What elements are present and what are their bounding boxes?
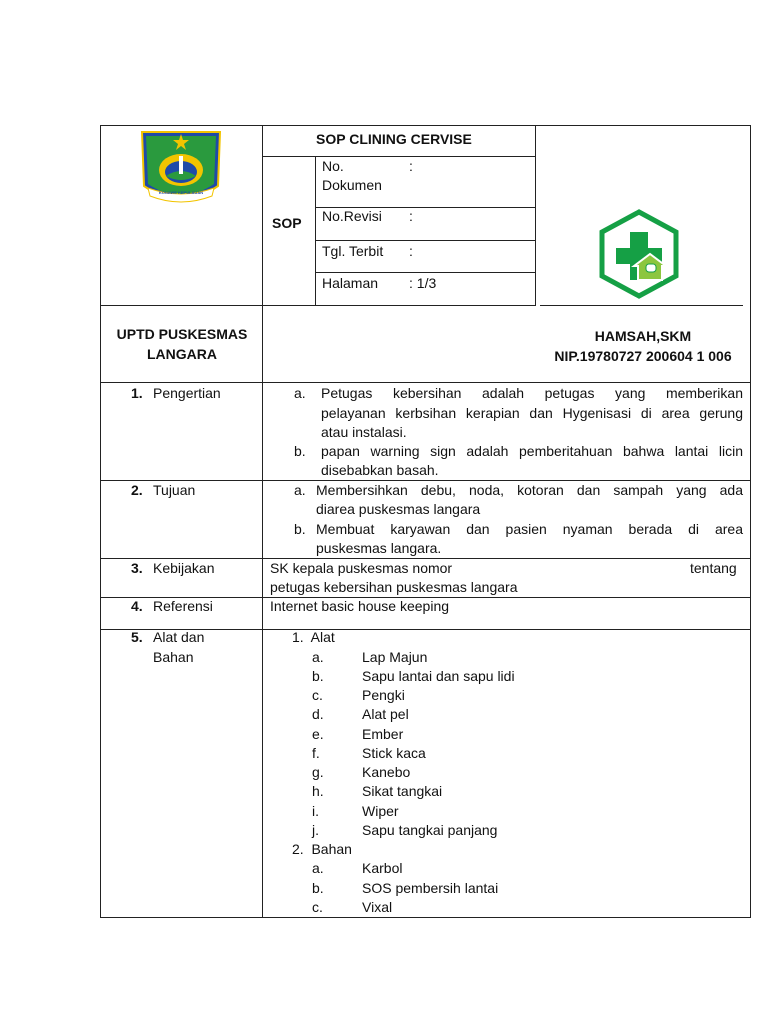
alat-item-text: Stick kaca — [362, 745, 426, 761]
alat-item-letter: h. — [312, 783, 324, 799]
alat-item-letter: c. — [312, 687, 323, 703]
pengertian-a-letter: a. — [294, 385, 306, 401]
tujuan-a-letter: a. — [294, 482, 306, 498]
logo-banner-text: KONAWE KEPULAUAN — [158, 190, 204, 195]
section-label-alat-bahan-2: Bahan — [153, 649, 194, 665]
alat-item-letter: d. — [312, 706, 324, 722]
signer-nip: NIP.19780727 200604 1 006 — [554, 348, 732, 364]
bahan-item-text: Vixal — [362, 899, 393, 915]
pengertian-b-line-1: papan warning sign adalah pemberitahuan bahwa lantai licin — [321, 443, 743, 459]
section-number-5: 5. — [131, 629, 143, 645]
alat-item-text: Wiper — [362, 803, 399, 819]
section-label-pengertian: Pengertian — [153, 385, 221, 401]
bahan-item-letter: b. — [312, 880, 324, 896]
section-label-tujuan: Tujuan — [153, 482, 196, 498]
document-title: SOP CLINING CERVISE — [316, 131, 472, 147]
tujuan-a-line-2: diarea puskesmas langara — [316, 501, 481, 517]
bahan-item-letter: a. — [312, 860, 324, 876]
tujuan-b-line-1: Membuat karyawan dan pasien nyaman berada di area — [316, 521, 743, 537]
tujuan-b-line-2: puskesmas langara. — [316, 540, 442, 556]
bahan-item-text: SOS pembersih lantai — [362, 880, 499, 896]
puskesmas-logo — [596, 208, 682, 300]
terbit-colon: : — [409, 243, 413, 259]
kebijakan-line-1-left: SK kepala puskesmas nomor — [270, 560, 453, 576]
alat-item-letter: j. — [312, 822, 319, 838]
alat-item-text: Kanebo — [362, 764, 411, 780]
bahan-heading: 2. Bahan — [292, 841, 352, 857]
doc-no-colon: : — [409, 158, 413, 174]
bahan-item-text: Karbol — [362, 860, 403, 876]
alat-heading: 1. Alat — [292, 629, 335, 645]
halaman-label: Halaman — [322, 275, 379, 291]
alat-item-text: Sapu lantai dan sapu lidi — [362, 668, 515, 684]
halaman-value: : 1/3 — [409, 275, 437, 291]
organization-name-line2: LANGARA — [147, 346, 217, 362]
section-number-3: 3. — [131, 560, 143, 576]
alat-item-text: Ember — [362, 726, 404, 742]
alat-item-text: Lap Majun — [362, 649, 428, 665]
kebijakan-line-2: petugas kebersihan puskesmas langara — [270, 579, 518, 595]
doc-no-label-2: Dokumen — [322, 177, 382, 193]
alat-item-letter: b. — [312, 668, 324, 684]
pengertian-b-letter: b. — [294, 443, 306, 459]
alat-item-text: Sikat tangkai — [362, 783, 443, 799]
pengertian-b-line-2: disebabkan basah. — [321, 462, 439, 478]
section-number-2: 2. — [131, 482, 143, 498]
pengertian-a-line-3: atau instalasi. — [321, 424, 407, 440]
section-number-1: 1. — [131, 385, 143, 401]
alat-item-text: Alat pel — [362, 706, 409, 722]
alat-item-text: Pengki — [362, 687, 405, 703]
alat-item-letter: f. — [312, 745, 320, 761]
alat-item-text: Sapu tangkai panjang — [362, 822, 498, 838]
section-label-alat-bahan-1: Alat dan — [153, 629, 205, 645]
section-label-referensi: Referensi — [153, 598, 213, 614]
referensi-text: Internet basic house keeping — [270, 598, 450, 614]
signer-block — [536, 326, 750, 366]
section-number-4: 4. — [131, 598, 143, 614]
tujuan-b-letter: b. — [294, 521, 306, 537]
pengertian-a-line-2: pelayanan kerbsihan kerapian dan Hygenisasi di area gerung — [321, 405, 743, 421]
alat-item-letter: e. — [312, 726, 324, 742]
puskesmas-hexagon-icon — [596, 208, 682, 300]
pengertian-a-line-1: Petugas kebersihan adalah petugas yang memberikan — [321, 385, 743, 401]
alat-item-letter: a. — [312, 649, 324, 665]
organization-name-line1: UPTD PUSKESMAS — [116, 326, 248, 342]
alat-item-letter: g. — [312, 764, 324, 780]
tujuan-a-line-1: Membersihkan debu, noda, kotoran dan sampah yang ada — [316, 482, 743, 498]
revisi-colon: : — [409, 208, 413, 224]
regional-logo — [138, 126, 224, 214]
revisi-label: No.Revisi — [322, 208, 382, 224]
shield-emblem-icon — [138, 126, 224, 214]
doc-no-label: No. — [322, 158, 344, 174]
alat-item-letter: i. — [312, 803, 319, 819]
bahan-item-letter: c. — [312, 899, 323, 915]
signer-name: HAMSAH,SKM — [594, 328, 692, 344]
kebijakan-line-1-right: tentang — [690, 560, 737, 576]
section-label-kebijakan: Kebijakan — [153, 560, 215, 576]
sop-label: SOP — [272, 215, 302, 231]
terbit-label: Tgl. Terbit — [322, 243, 384, 259]
organization-name — [101, 324, 263, 364]
